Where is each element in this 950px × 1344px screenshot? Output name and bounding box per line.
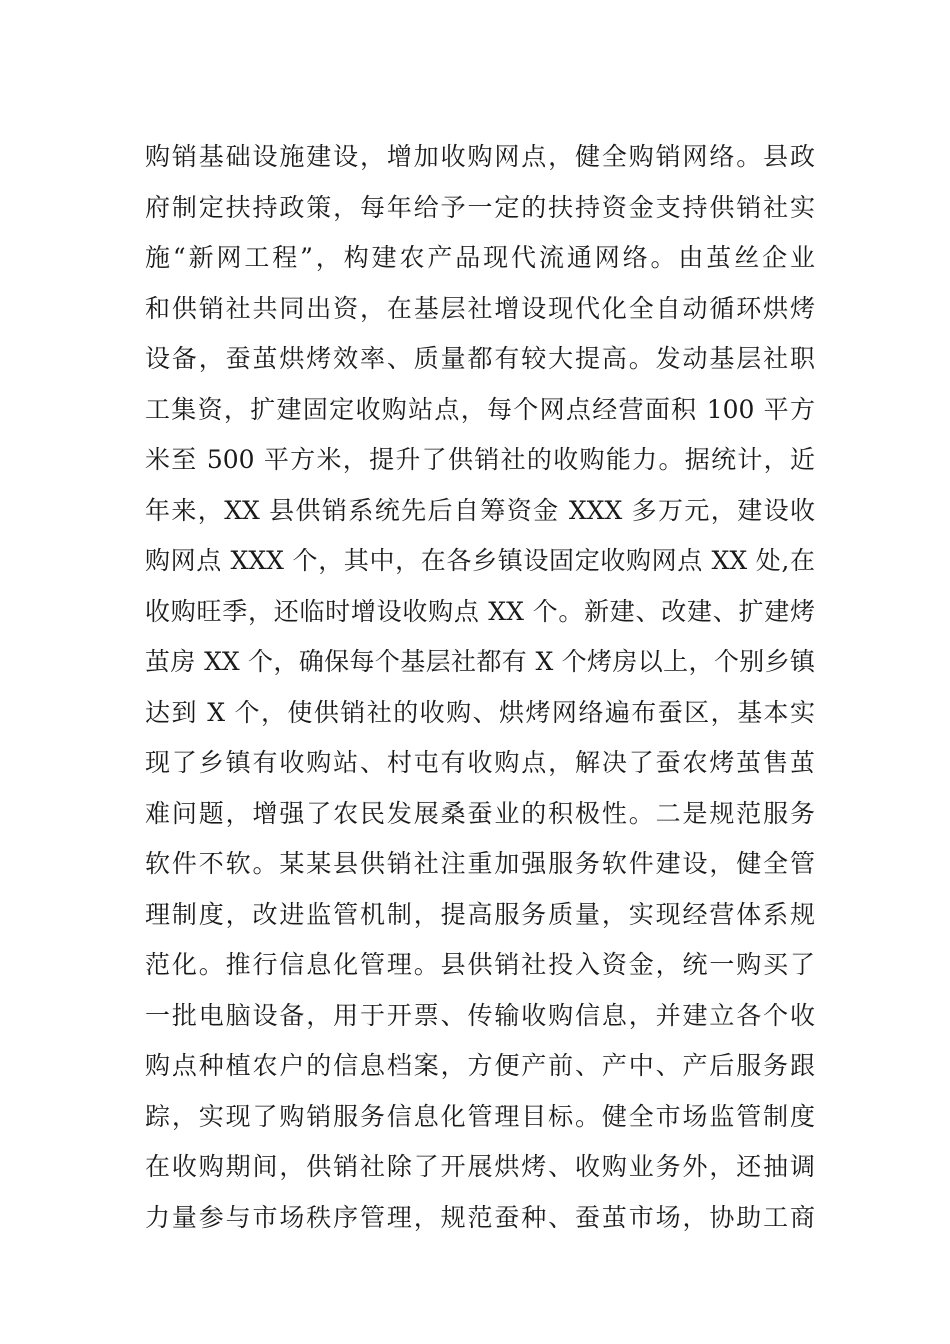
text-line: 购销基础设施建设，增加收购网点，健全购销网络。县政 (145, 142, 815, 171)
text-line: 在收购期间，供销社除了开展烘烤、收购业务外，还抽调 (145, 1152, 815, 1181)
text-line: 购点种植农户的信息档案，方便产前、产中、产后服务跟 (145, 1051, 815, 1080)
text-line: 施“新网工程”，构建农产品现代流通网络。由茧丝企业 (145, 243, 815, 272)
text-line: 踪，实现了购销服务信息化管理目标。健全市场监管制度 (145, 1101, 815, 1131)
text-line: 购网点 XXX 个，其中，在各乡镇设固定收购网点 XX 处,在 (145, 546, 815, 575)
text-line: 府制定扶持政策，每年给予一定的扶持资金支持供销社实 (145, 192, 815, 222)
text-line: 力量参与市场秩序管理，规范蚕种、蚕茧市场，协助工商 (145, 1202, 815, 1232)
text-line: 现了乡镇有收购站、村屯有收购点，解决了蚕农烤茧售茧 (145, 748, 815, 777)
text-line: 理制度，改进监管机制，提高服务质量，实现经营体系规 (145, 899, 815, 929)
text-line: 茧房 XX 个，确保每个基层社都有 X 个烤房以上，个别乡镇 (145, 647, 815, 676)
text-line: 达到 X 个，使供销社的收购、烘烤网络遍布蚕区，基本实 (145, 697, 815, 727)
body-paragraph (145, 132, 815, 1243)
text-line: 收购旺季，还临时增设收购点 XX 个。新建、改建、扩建烤 (145, 596, 815, 626)
text-line: 和供销社共同出资，在基层社增设现代化全自动循环烘烤 (145, 293, 815, 323)
text-line: 一批电脑设备，用于开票、传输收购信息，并建立各个收 (145, 1000, 815, 1030)
text-line: 米至 500 平方米，提升了供销社的收购能力。据统计，近 (145, 445, 815, 474)
text-line: 难问题，增强了农民发展桑蚕业的积极性。二是规范服务 (145, 798, 815, 828)
text-line: 范化。推行信息化管理。县供销社投入资金，统一购买了 (145, 950, 815, 979)
text-line: 设备，蚕茧烘烤效率、质量都有较大提高。发动基层社职 (145, 344, 815, 373)
text-line: 软件不软。某某县供销社注重加强服务软件建设，健全管 (145, 849, 815, 878)
text-line: 工集资，扩建固定收购站点，每个网点经营面积 100 平方 (145, 394, 815, 424)
text-line: 年来，XX 县供销系统先后自筹资金 XXX 多万元，建设收 (145, 495, 815, 525)
